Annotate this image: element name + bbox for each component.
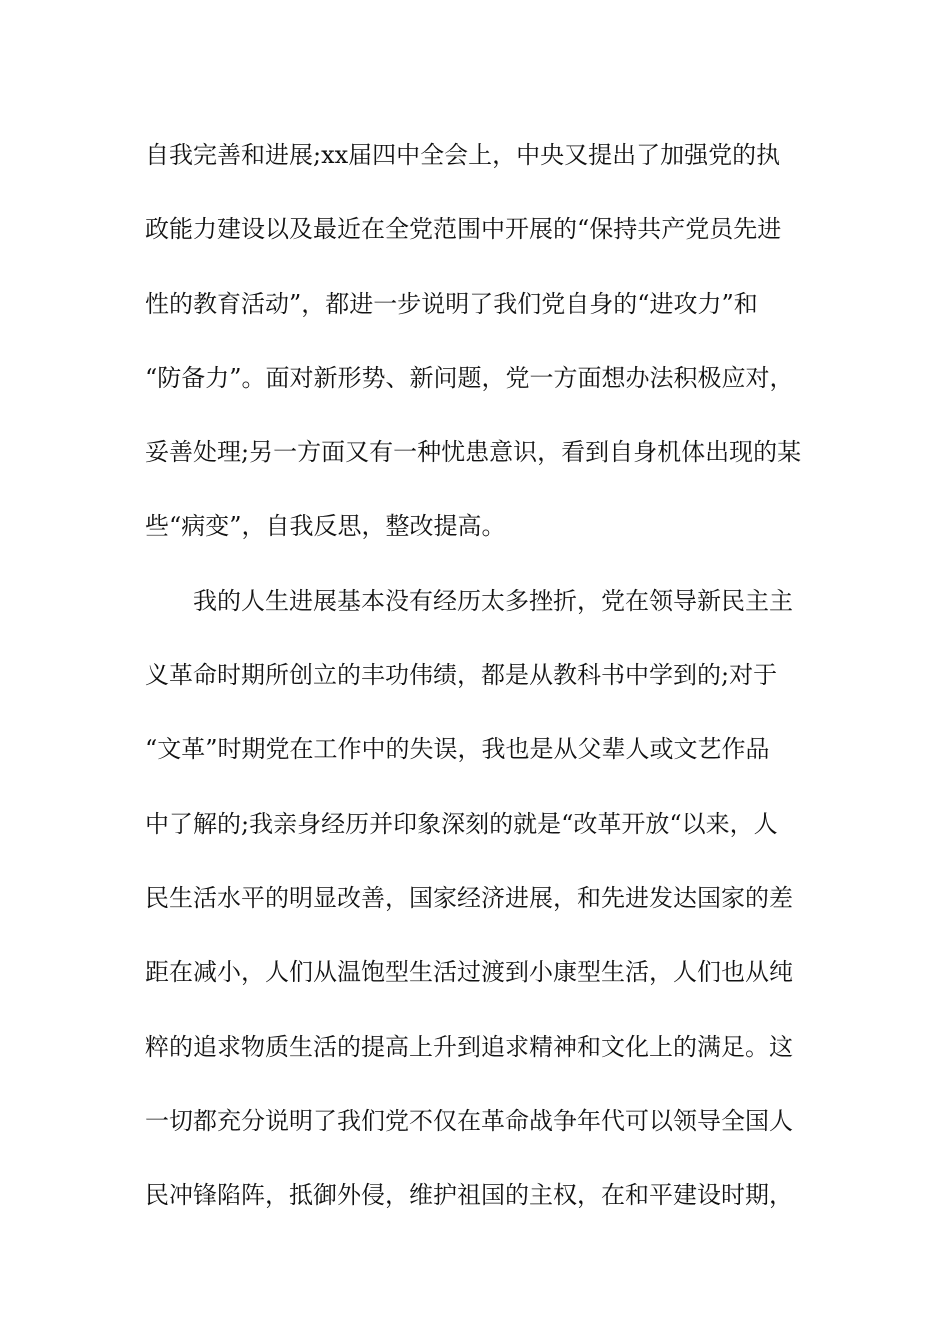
paragraph-line: 自我完善和进展;xx届四中全会上，中央又提出了加强党的执 [145, 141, 781, 169]
paragraph-line: 妥善处理;另一方面又有一种忧患意识，看到自身机体出现的某 [145, 438, 802, 467]
paragraph-line: 距在减小，人们从温饱型生活过渡到小康型生活，人们也从纯 [145, 958, 793, 987]
paragraph-line: 性的教育活动”，都进一步说明了我们党自身的“进攻力”和 [145, 289, 758, 318]
paragraph-line: 中了解的;我亲身经历并印象深刻的就是“改革开放“以来，人 [145, 809, 778, 838]
document-body [145, 130, 810, 1244]
paragraph-line: 政能力建设以及最近在全党范围中开展的“保持共产党员先进 [145, 215, 782, 244]
paragraph-line: 民冲锋陷阵，抵御外侵，维护祖国的主权，在和平建设时期， [145, 1181, 793, 1210]
paragraph-line: 义革命时期所创立的丰功伟绩，都是从教科书中学到的;对于 [145, 661, 778, 690]
paragraph-line: “防备力”。面对新形势、新问题，党一方面想办法积极应对， [145, 363, 794, 392]
paragraph-line: 我的人生进展基本没有经历太多挫折，党在领导新民主主 [193, 586, 793, 615]
paragraph-1 [145, 130, 810, 576]
paragraph-2 [145, 576, 810, 1245]
paragraph-line: “文革”时期党在工作中的失误，我也是从父辈人或文艺作品 [145, 735, 770, 764]
paragraph-line: 一切都充分说明了我们党不仅在革命战争年代可以领导全国人 [145, 1106, 793, 1135]
paragraph-line: 民生活水平的明显改善，国家经济进展，和先进发达国家的差 [145, 883, 793, 912]
paragraph-line: 些“病变”，自我反思，整改提高。 [145, 512, 506, 541]
paragraph-line: 粹的追求物质生活的提高上升到追求精神和文化上的满足。这 [145, 1032, 793, 1061]
